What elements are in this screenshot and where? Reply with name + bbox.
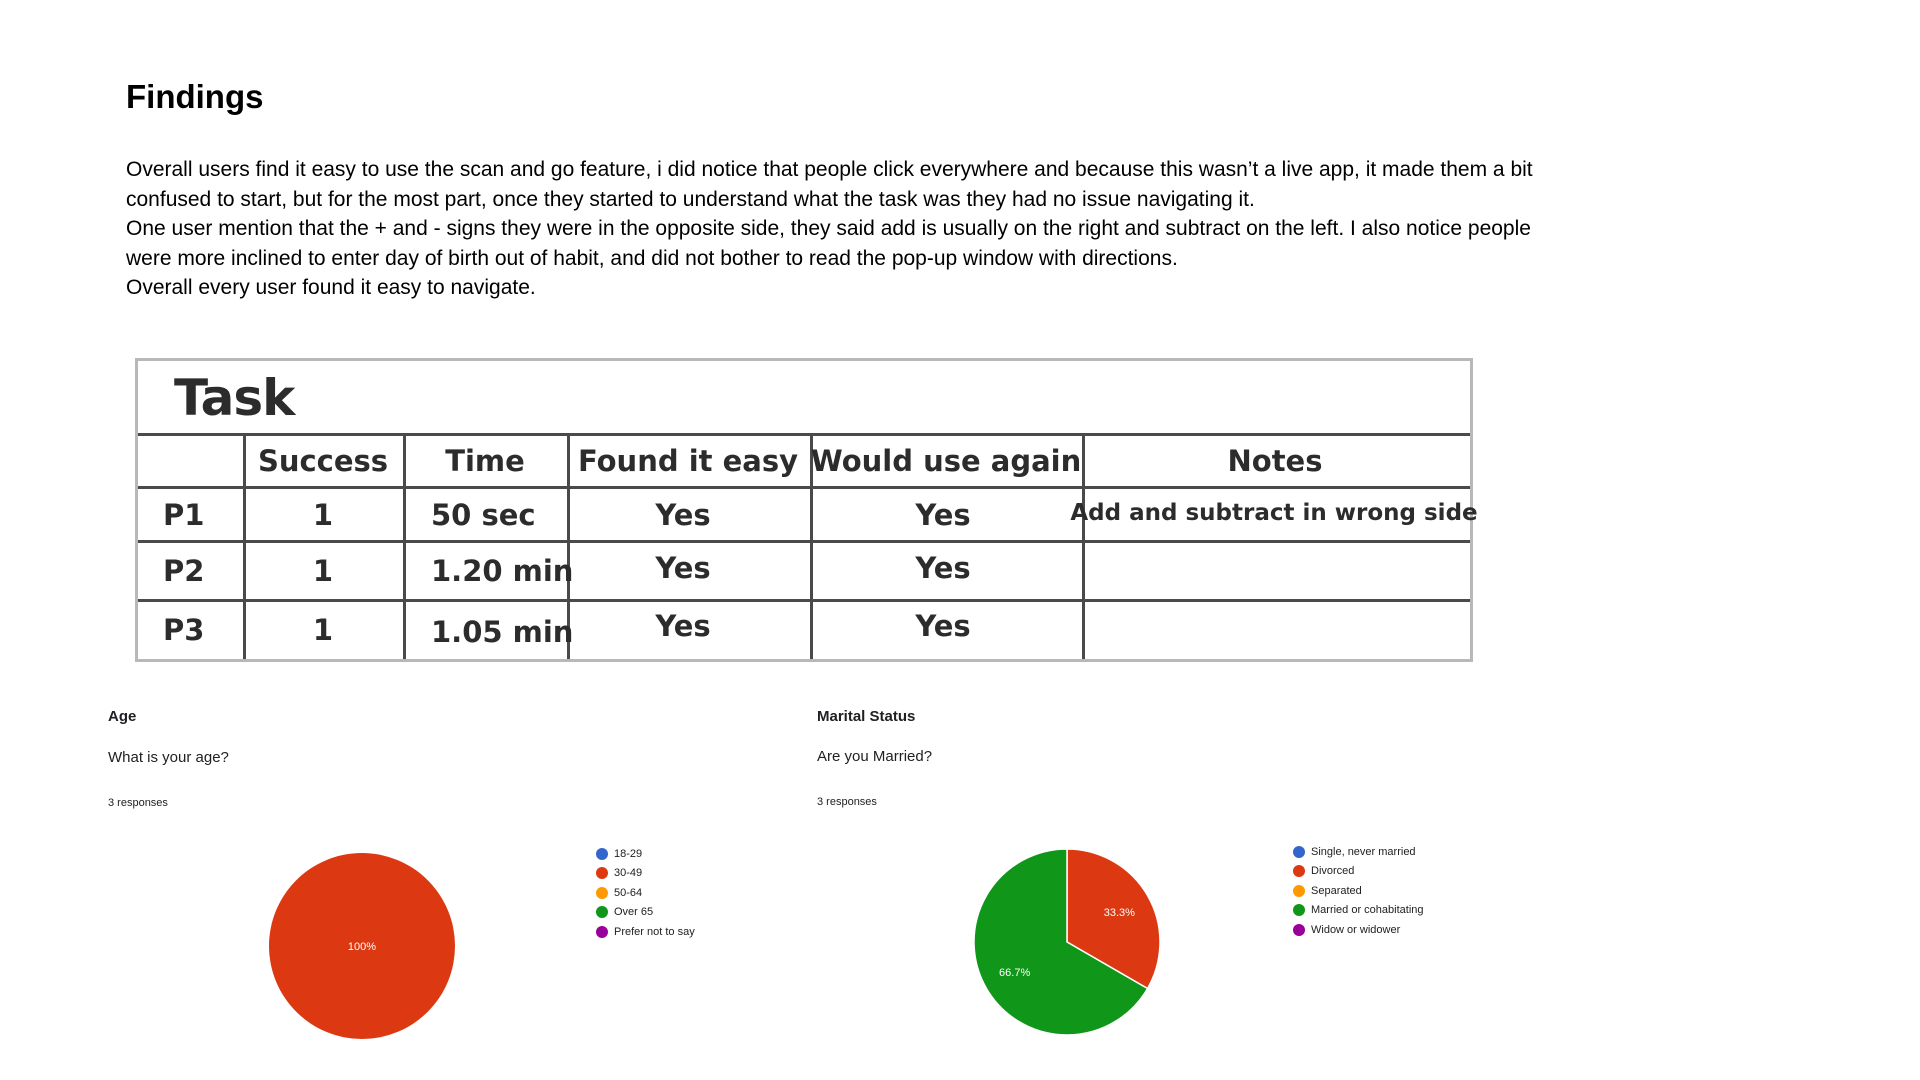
table-header-time: Time xyxy=(445,444,525,478)
findings-body xyxy=(126,155,1566,303)
table-cell-time: 50 sec xyxy=(431,498,536,532)
table-header-notes: Notes xyxy=(1227,444,1323,478)
legend-swatch xyxy=(596,926,608,938)
legend-item xyxy=(596,864,695,884)
pie-slice-label: 66.7% xyxy=(999,967,1031,980)
table-cell-success: 1 xyxy=(312,498,334,532)
findings-paragraph: One user mention that the + and - signs they were in the opposite side, they said add is usually on the right and subtract on the left. I also notice people were more inclined to enter day of birth out of habit, and did not bother to read the pop-up window with directions. xyxy=(126,217,1531,270)
legend-swatch xyxy=(1293,924,1305,936)
table-cell-found-easy: Yes xyxy=(655,498,711,532)
table-cell-found-easy: Yes xyxy=(655,551,711,585)
legend-label: Over 65 xyxy=(614,906,654,919)
chart-question: Are you Married? xyxy=(817,748,933,765)
findings-paragraph: Overall every user found it easy to navigate. xyxy=(126,276,536,300)
table-cell-time: 1.20 min xyxy=(431,554,574,588)
legend-item xyxy=(1293,842,1424,862)
table-rule xyxy=(138,433,1470,436)
chart-title: Marital Status xyxy=(817,708,916,725)
table-column-rule xyxy=(403,433,406,659)
legend-item xyxy=(1293,901,1424,921)
table-cell-participant: P2 xyxy=(163,554,205,588)
findings-title: Findings xyxy=(126,78,264,115)
table-rule xyxy=(138,486,1470,489)
legend-swatch xyxy=(596,887,608,899)
table-header-found-easy: Found it easy xyxy=(577,444,799,478)
table-rule xyxy=(138,540,1470,543)
legend-item xyxy=(596,883,695,903)
task-table-title: Task xyxy=(174,369,295,427)
legend-item xyxy=(1293,920,1424,940)
legend-swatch xyxy=(1293,846,1305,858)
chart-responses: 3 responses xyxy=(108,797,168,809)
chart-title: Age xyxy=(108,708,137,725)
table-cell-participant: P3 xyxy=(163,613,205,647)
legend-label: Prefer not to say xyxy=(614,925,695,938)
pie-slice-label: 100% xyxy=(347,941,377,953)
legend-label: 50-64 xyxy=(614,886,643,899)
marital-chart-legend xyxy=(1293,842,1424,940)
table-header-use-again: Would use again xyxy=(810,444,1082,478)
legend-label: Single, never married xyxy=(1311,845,1416,858)
task-table xyxy=(135,358,1478,662)
table-cell-use-again: Yes xyxy=(915,609,971,643)
legend-item xyxy=(596,922,695,942)
legend-label: Divorced xyxy=(1311,865,1355,878)
legend-item xyxy=(596,844,695,864)
legend-swatch xyxy=(596,867,608,879)
legend-label: 30-49 xyxy=(614,867,643,880)
legend-item xyxy=(596,903,695,923)
legend-label: 18-29 xyxy=(614,847,643,860)
table-cell-use-again: Yes xyxy=(915,551,971,585)
findings-paragraph: Overall users find it easy to use the scan and go feature, i did notice that people click everywhere and because this wasn’t a live app, it made them a bit confused to start, but for the most part, once they started to understand what the task was they had no issue navigating it. xyxy=(126,158,1533,211)
legend-item xyxy=(1293,881,1424,901)
table-cell-notes: Add and subtract in wrong side xyxy=(1070,500,1478,526)
legend-swatch xyxy=(596,848,608,860)
table-cell-participant: P1 xyxy=(163,498,205,532)
legend-label: Separated xyxy=(1311,884,1362,897)
pie-slice-label: 33.3% xyxy=(1103,906,1135,919)
age-chart-legend xyxy=(596,844,695,942)
table-column-rule xyxy=(243,433,246,659)
table-cell-time: 1.05 min xyxy=(431,615,574,649)
marital-pie-chart xyxy=(967,842,1167,1042)
chart-question: What is your age? xyxy=(108,749,229,766)
table-column-rule xyxy=(1082,433,1085,659)
table-cell-use-again: Yes xyxy=(915,498,971,532)
legend-swatch xyxy=(1293,904,1305,916)
chart-responses: 3 responses xyxy=(817,796,877,808)
table-cell-success: 1 xyxy=(312,613,334,647)
legend-swatch xyxy=(1293,865,1305,877)
table-rule xyxy=(138,599,1470,602)
table-cell-found-easy: Yes xyxy=(655,609,711,643)
table-cell-success: 1 xyxy=(312,554,334,588)
age-pie-chart xyxy=(262,846,462,1046)
legend-label: Married or cohabitating xyxy=(1311,904,1424,917)
legend-item xyxy=(1293,862,1424,882)
legend-swatch xyxy=(596,906,608,918)
legend-label: Widow or widower xyxy=(1311,923,1401,936)
table-header-success: Success xyxy=(257,444,389,478)
legend-swatch xyxy=(1293,885,1305,897)
